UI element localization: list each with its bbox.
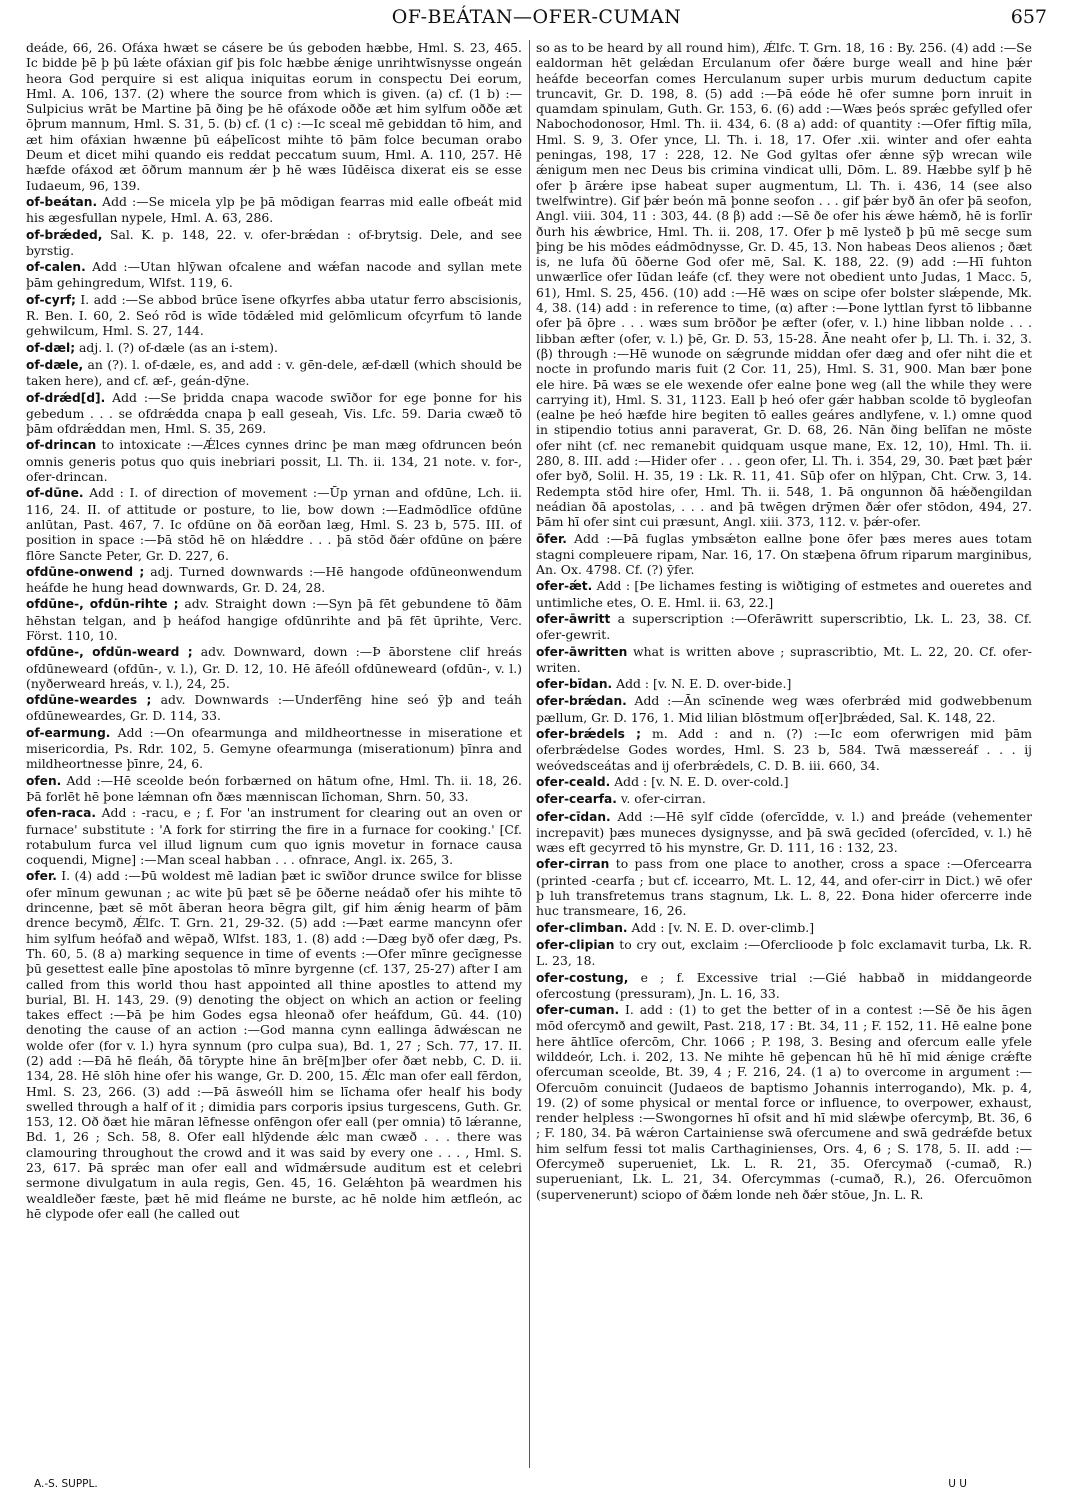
entry-headword: of-earmung. — [26, 725, 111, 740]
dictionary-entry — [536, 774, 1032, 790]
entry-headword: ofdūne-, ofdūn-rihte ; — [26, 597, 179, 612]
dictionary-entry — [536, 611, 1032, 643]
dictionary-entry — [26, 259, 522, 291]
entry-headword: of-dūne. — [26, 486, 84, 501]
entry-body: Add : [v. N. E. D. over-cold.] — [614, 773, 789, 789]
entry-body: Add : [v. N. E. D. over-climb.] — [631, 919, 815, 935]
page-number: 657 — [1010, 6, 1047, 28]
left-column — [26, 40, 522, 1468]
entry-headword: ofer-āwritten — [536, 644, 628, 659]
dictionary-entry — [26, 357, 522, 389]
entry-body: Add :—Ān scīnende weg wæs oferbrǽd mid godwebbenum pællum, Gr. D. 176, 1. Mid lilian blōstmum of[er]brǽded, Sal. K. 148, 22. — [536, 693, 1032, 725]
dictionary-entry — [536, 809, 1032, 856]
entry-body: I. add :—Se abbod brūce īsene ofkyrfes abba utatur ferro abscisionis, R. Ben. I. 60, 2. Seó rōd is wīde tōdǽled mid gelōmlicum ofcyrfum tō lande gehwilcum, Hml. S. 27, 144. — [26, 291, 522, 339]
dictionary-entry — [26, 725, 522, 772]
entry-headword: of-cyrf; — [26, 292, 76, 307]
entry-body: to pass from one place to another, cross a space :—Ofercearra (printed -cearfa ; but cf. iccearro, Mt. L. 12, 44, and ofer-cirr in Dict.) wē ofer þ luh transfretemus trans stagnum, Lk. L. 8, 22. Ðona hider ofercerre inde huc transmeare, 16, 26. — [536, 856, 1032, 919]
entry-headword: ofer-bīdan. — [536, 677, 613, 692]
dictionary-entry — [26, 805, 522, 867]
dictionary-entry — [26, 390, 522, 437]
entry-headword: ofer-cīdan. — [536, 809, 611, 824]
entry-body: Add :—Hē sylf cīdde (ofercīdde, v. l.) and þreáde (vehementer increpavit) þæs muneces dysignysse, and þā swā gecīded (ofercīded, v. l.) hē wæs eft gecyrred tō his mynstre, Gr. D. 111, 16 : 132, 23. — [536, 808, 1032, 856]
entry-body: Add :—Se þridda cnapa wacode swīðor for ege þonne for his gebedum . . . se ofdrǽdda cnapa þ eall geseah, Vis. Lfc. 59. Daria cwæð tō þām ofdrǽddan men, Hml. S. 35, 269. — [26, 389, 522, 437]
dictionary-entry — [536, 1002, 1032, 1202]
entry-headword: ofer-ǽt. — [536, 579, 593, 594]
dictionary-entry — [536, 726, 1032, 773]
dictionary-entry — [536, 937, 1032, 969]
dictionary-entry — [26, 227, 522, 259]
dictionary-entry — [26, 437, 522, 484]
entry-headword: ofdūne-onwend ; — [26, 564, 145, 579]
column-divider — [529, 40, 530, 1468]
dictionary-entry — [536, 40, 1032, 530]
entry-body: Add : -racu, e ; f. For 'an instrument for clearing out an oven or furnace' substitute : 'A fork for stirring the fire in a furnace for cooking.' [Cf. rotabulum furca vel illud lignum cum quo ignis movetur in fornace causa coquendi, Migne] :—Man sceal habban . . . ofnrace, Angl. ix. 265, 3. — [26, 805, 522, 868]
entry-body: Add : [Þe lichames festing is wiðtiging of estmetes and oueretes and untimliche etes, O. E. Hml. ii. 63, 22.] — [536, 578, 1032, 610]
entry-headword: of-beátan. — [26, 194, 98, 209]
entry-headword: of-calen. — [26, 260, 86, 275]
entry-body: adv. Straight down :—Syn þā fēt gebundene tō ðām hēhstan telgan, and þ heáfod hangige ofdūnrihte and þā fēt ūprihte, Verc. Först. 110, 10. — [26, 596, 522, 643]
entry-body: adj. Turned downwards :—Hē hangode ofdūneonwendum heáfde he hung head downwards, Gr. D. 24, 28. — [26, 563, 522, 596]
entry-body: Add :—Utan hlȳwan ofcalene and wǽfan nacode and syllan mete þām gehingredum, Wlfst. 119, 6. — [26, 259, 522, 291]
entry-headword: ofen-raca. — [26, 806, 96, 821]
entry-headword: ofer-cuman. — [536, 1003, 620, 1018]
entry-headword: ofer-cearfa. — [536, 792, 617, 807]
dictionary-entry — [26, 485, 522, 562]
entry-headword: ōfer. — [536, 531, 567, 546]
entry-body: m. Add : and n. (?) :—Ic eom oferwrigen mid þām oferbrǽdelse Godes wordes, Hml. S. 23 b, 584. Twā mæssereáf . . . ij weóvedsceátas and ij oferbrǽdels, C. D. B. iii. 660, 34. — [536, 726, 1032, 773]
entry-body: Add : I. of direction of movement :—Ūp yrnan and ofdūne, Lch. ii. 116, 24. II. of attitude or posture, to lie, bow down :—Eadmōdlīce ofdūne anlūtan, Past. 467, 7. Ic ofdūne on ðā eorðan læg, Hml. S. 23 b, 575. III. of position in space :—Þā stōd hē on hlǽddre . . . þā stōd ðǽr ofdūne on þǽre flōre Sancte Peter, Gr. D. 227, 6. — [26, 485, 522, 563]
dictionary-entry — [26, 868, 522, 1221]
dictionary-entry — [26, 644, 522, 691]
entry-body: I. add : (1) to get the better of in a contest :—Sē ðe his āgen mōd ofercymð and gewilt, Past. 218, 17 : Bt. 34, 11 ; F. 152, 11. Hē ealne þone here āhtlīce ofercōm, Chr. 1066 ; P. 198, 3. Besing and ofercum ealle yfele wilddeór, Lch. i. 202, 13. Ne mihte hē geþencan hū hē hī mid ǽnige crǽfte ofercuman sceolde, Bt. 39, 4 ; F. 216, 24. (1 a) to overcome in argument :—Ofercuōm conuincit (Judaeos de baptismo Johannis interrogando), Mk. p. 4, 19. (2) of some physical or mental force or influence, to overpower, exhaust, render helpless :—Swongornes hī ofsit and hī mid slǽwþe ofercymþ, Bt. 36, 6 ; F. 180, 34. Þā wǽron Cartainiense swā ofercumene and swā gedrǽfde betux him selfum fessi tot malis Carthaginienses, Ors. 4, 6 ; S. 178, 5. II. add :—Ofercymeð superueniet, Lk. L. R. 21, 35. Ofercymað (-cumað, R.) superueniant, Lk. L. 21, 34. Ofercymmas (-cumað, R.), 26. Ofercuōmon (supervenerunt) sciopo of ðǽm londe neh ðǽr stōue, Jn. L. R. — [536, 1002, 1032, 1202]
dictionary-entry — [536, 676, 1032, 692]
entry-body: Add :—Se micela ylp þe þā mōdigan fearras mid ealle ofbeát mid his ægesfullan nypele, Hml. A. 63, 286. — [26, 193, 522, 226]
entry-body: Sal. K. p. 148, 22. v. ofer-brǽdan : of-brytsig. Dele, and see byrstig. — [26, 226, 522, 258]
entry-headword: of-dæle, — [26, 357, 84, 372]
entry-body: e ; f. Excessive trial :—Gié habbað in middangeorde ofercostung (pressuram), Jn. L. 16, 33. — [536, 969, 1032, 1001]
dictionary-entry — [536, 920, 1032, 936]
entry-body: v. ofer-cirran. — [620, 791, 706, 807]
dictionary-entry — [536, 856, 1032, 918]
entry-body: I. (4) add :—Þū woldest mē ladian þæt ic swīðor drunce swilce for blisse ofer mīnum gewunan ; ac wite þū þæt sē þe ōðerne neádað ofer his mihte tō drincenne, þæt sē mōt āberan heora bēgra gilt, gif him ǽnig hearm of þām drence becymð, Ǽlfc. T. Grn. 21, 29-32. (5) add :—Þæt earme mancynn ofer him sylfum heófað and wēpað, Wlfst. 183, 1. (8) add :—Dæg byð ofer dæg, Ps. Th. 60, 5. (8 a) marking sequence in time of events :—Ofer mīnre gecīgnesse þū gesettest ealle þīne apostolas tō mīnre byrgenne (cf. 137, 25-27) after I am called from this world thou hast appointed all thine apostles to attend my burial, Bl. H. 143, 29. (9) denoting the object on which an action or feeling takes effect :—Þā þe him Godes egsa hleonað ofer heáfdum, Gū. 44. (10) denoting the cause of an action :—God manna cynn eallinga ādwǽscan ne wolde ofer (for v. l.) hyra synnum (pro culpa sua), Bd. 1, 27 ; Sch. 77, 17. II. (2) add :—Ðā hē fleáh, ðā tōrypte hine ān brē[m]ber ofer ðæt nebb, C. D. ii. 134, 28. Hē slōh hine ofer his wange, Gr. D. 200, 15. Ǽlc man ofer eall fērdon, Hml. S. 23, 266. (3) add :—Þā āsweóll him se līchama ofer healf his body swelled through a half of it ; dimidia pars corporis ipsius turgescens, Guth. Gr. 153, 12. Oð ðæt hie māran lēfnesse onfēngon ofer eall (per omnia) tō lǽranne, Bd. 1, 26 ; Sch. 58, 8. Ofer eall hlȳdende ǽlc man cwæð . . . there was clamouring throughout the crowd and it was said by every one . . . , Hml. S. 23, 617. Þā sprǽc man ofer eall and wīdmǽrsude auditum est et celebri sermone divulgatum in aula regis, Gen. 45, 16. Gelǽhton þā weardmen his wealdleðer fæste, þæt hē mid fleáme ne burste, ac hē nolde him ætfleón, ac hē clypode ofer eall (he called out — [26, 868, 522, 1221]
dictionary-entry — [26, 40, 522, 193]
entry-headword: ofer. — [26, 869, 57, 884]
running-title: OF-BEÁTAN—OFER-CUMAN — [391, 6, 682, 28]
dictionary-entry — [536, 578, 1032, 610]
entry-headword: ofdūne-, ofdūn-weard ; — [26, 645, 193, 660]
entry-body: deáde, 66, 26. Ofáxa hwæt se cásere be ús geboden hæbbe, Hml. S. 23, 465. Ic bidde þē þ þū lǽte ofáxian gif þis folc hæbbe ǽnige unrihtwīsnysse ongeán heora God perquire si est aliqua iniquitas eorum in conspectu Dei eorum, Hml. A. 106, 137. (2) where the source from which is given. (a) cf. (1 b) :—Sulpicius wrāt be Martine þā ðing þe hē ofáxode oððe æt him sylfum oððe æt ōþrum mannum, Hml. S. 31, 5. (b) cf. (1 c) :—Ic sceal mē gebiddan tō him, and æt him ofáxian hwænne þū eáþelīcost mihte tō þām folce becuman orabo Deum et dicet mihi quando eis reddat peccatum suum, Hml. A. 110, 257. Hē hæfde ofáxod æt ōðrum mannum ǽr þ hē wæs Iūdēisca dixerat eis se esse Iudaeum, 96, 139. — [26, 40, 522, 193]
dictionary-columns — [26, 40, 1047, 1468]
entry-headword: ofen. — [26, 773, 62, 788]
dictionary-entry — [26, 564, 522, 596]
page-header — [26, 4, 1047, 32]
entry-headword: ofer-brǽdels ; — [536, 727, 642, 742]
entry-headword: ofdūne-weardes ; — [26, 693, 152, 708]
entry-body: to cry out, exclaim :—Oferclioode þ folc exclamavit turba, Lk. R. L. 23, 18. — [536, 936, 1032, 969]
series-mark: A.-S. SUPPL. — [34, 1478, 98, 1490]
entry-body: Add :—Þā fuglas ymbsǽton eallne þone ōfer þæs meres aues totam stagni compleuere ripam, Nar. 16, 17. On stæþena ōfrum riparum marginibus, An. Ox. 4798. Cf. (?) ȳfer. — [536, 530, 1032, 578]
right-column — [536, 40, 1032, 1468]
entry-headword: ofer-clipian — [536, 937, 615, 952]
entry-body: a superscription :—Oferāwritt superscribtio, Lk. L. 23, 38. Cf. ofer-gewrit. — [536, 610, 1032, 643]
entry-body: Add :—On ofearmunga and mildheortnesse in miseratione et misericordia, Ps. Rdr. 102, 5. Gemyne ofearmunga (miserationum) þīnra and mildheortnesse þīnre, 24, 6. — [26, 724, 522, 772]
entry-headword: of-drincan — [26, 438, 97, 453]
dictionary-entry — [536, 531, 1032, 578]
entry-headword: ofer-ceald. — [536, 774, 611, 789]
entry-body: adj. l. (?) of-dæle (as an i-stem). — [79, 339, 278, 355]
entry-body: what is written above ; suprascribtio, Mt. L. 22, 20. Cf. ofer-writen. — [536, 643, 1032, 675]
entry-body: adv. Downward, down :—Þ āborstene clif hreás ofdūneweard (ofdūn-, v. l.), Gr. D. 12, 10. Hē āfeóll ofdūneweard (ofdūn-, v. l.) (nyðerweard hreás, v. l.), 24, 25. — [26, 644, 522, 691]
entry-headword: ofer-āwritt — [536, 611, 611, 626]
entry-headword: of-drǽd[d]. — [26, 390, 106, 405]
entry-body: adv. Downwards :—Underfēng hine seó ȳþ and teáh ofdūneweardes, Gr. D. 114, 33. — [26, 692, 522, 724]
dictionary-entry — [536, 693, 1032, 725]
entry-headword: ofer-cirran — [536, 857, 610, 872]
entry-body: Add :—Hē sceolde beón forbærned on hātum ofne, Hml. Th. ii. 18, 26. Þā forlēt hē þone lǽmnan ofn ðæs mænniscan līchoman, Shrn. 50, 33. — [26, 772, 522, 804]
entry-body: so as to be heard by all round him), Ǽlfc. T. Grn. 18, 16 : By. 256. (4) add :—Se ealdorman hēt gelǽdan Erculanum ofer ðǽre burge weall and hine þǽr heáfde beceorfan comes Herculanum super urbis murum deductum capite truncavit, Gr. D. 198, 8. (5) add :—Þā eóde hē ofer sumne þorn inruit in quamdam spinulam, Guth. Gr. 153, 6. (6) add :—Wæs þeós sprǽc gefylled ofer Nabochodonosor, Hml. Th. ii. 434, 6. (8 a) add: of quantity :—Ofer fīftig mīla, Hml. S. 9, 3. Ofer ynce, Ll. Th. i. 18, 17. Ofer .xii. winter and ofer eahta peningas, 198, 17 : 228, 12. Ne God gyltas ofer ǽnne sȳþ wrecan wile ǽnigum men nec Deus bis crimina vindicat ulli, Dōm. L. 89. Hæbbe sylf þ hē ofer þ ārǽre ipse habeat super augmentum, Ll. Th. i. 436, 14 (see also twelfwintre). Gif þǽr beón mā þonne seofon . . . gif þǽr byð ān ofer þā seofon, Angl. viii. 304, 11 : 303, 44. (8 β) add :—Sē ðe ofer his ǽwe hǽmð, hē is forlīr ðurh his ǽwbrice, Hml. Th. ii. 208, 17. Ofer þ mē lysteð þ þū mē secge sum þing be his mōdes eádmōdnysse, Gr. D. 45, 13. Non habeas Deos alienos ; ðæt is, ne lufa ðū ōðerne God ofer mē, Sal. K. 188, 22. (9) add :—Hī fuhton unwærlīce ofer Iūdan leáfe (cf. they were not obedient unto Judas, 1 Macc. 5, 61), Hml. S. 25, 456. (10) add :—Hē wæs on scipe ofer bolster slǽpende, Mk. 4, 38. (14) add : in reference to time, (α) after :—Þone lyttlan fyrst tō libbanne ofer þā ōþre . . . wæs sum brōðor þe æfter (ofer, v. l.) hine libban nolde . . . libban æfter (ofer, v. l.) þē, Gr. D. 53, 15-28. Āne neaht ofer þ, Ll. Th. i. 32, 3. (β) through :—Hē wunode on sǽgrunde middan ofer dæg and ofer niht die et nocte in profundo maris fuit (2 Cor. 11, 25), Hml. S. 31, 900. Man bær þone ele hire. Þā wæs se ele wexende ofer ealne þone weg (all the while they were carrying it), Hml. S. 31, 1123. Eall þ heó ofer gǽr habban scolde tō bygleofan (ealne þe heó hæfde hire begiten tō ealles geáres andlyfene, v. l.) omne quod in stipendio totius anni paraverat, Gr. D. 68, 26. Nān ðing belīfan ne mōste ofer niht (cf. nec remanebit quidquam usque mane, Ex. 12, 10), Hml. Th. ii. 280, 8. III. add :—Hider ofer . . . geon ofer, Ll. Th. i. 354, 29, 30. Þæt þæt þǽr ofer byð, Solil. H. 35, 19 : Lk. R. 11, 41. Sūþ ofer on hlȳpan, Cht. Crw. 3, 14. Redempta stōd hire ofer, Hml. Th. ii. 548, 1. Þā ongunnon ðā hǽðengildan neádian ðā apostolas, . . . and þā twēgen drȳmen ðǽr ofer stōdon, 494, 27. Þām hī ofer sint cui præsunt, Angl. xiii. 373, 112. v. þǽr-ofer. — [536, 40, 1032, 530]
entry-headword: of-brǽded, — [26, 227, 103, 242]
dictionary-entry — [26, 340, 522, 356]
dictionary-entry — [26, 596, 522, 643]
entry-headword: ofer-costung, — [536, 970, 629, 985]
dictionary-entry — [26, 692, 522, 724]
entry-headword: of-dæl; — [26, 340, 76, 355]
dictionary-entry — [536, 644, 1032, 676]
entry-body: Add : [v. N. E. D. over-bide.] — [616, 676, 792, 692]
entry-body: to intoxicate :—Ǽlces cynnes drinc þe man mæg ofdruncen beón omnis generis potus quo quis inebriari possit, Ll. Th. ii. 134, 21 note. v. for-, ofer-drincan. — [26, 437, 522, 485]
dictionary-entry — [26, 773, 522, 805]
dictionary-entry — [26, 292, 522, 339]
entry-headword: ofer-brǽdan. — [536, 694, 627, 709]
signature-mark: U U — [948, 1478, 967, 1490]
page-footer — [26, 1478, 1047, 1494]
dictionary-entry — [26, 194, 522, 226]
dictionary-entry — [536, 970, 1032, 1002]
entry-headword: ofer-climban. — [536, 920, 628, 935]
dictionary-entry — [536, 791, 1032, 807]
entry-body: an (?). l. of-dæle, es, and add : v. gēn-dele, æf-dæll (which should be taken here), and cf. æf-, geán-dȳne. — [26, 356, 522, 389]
